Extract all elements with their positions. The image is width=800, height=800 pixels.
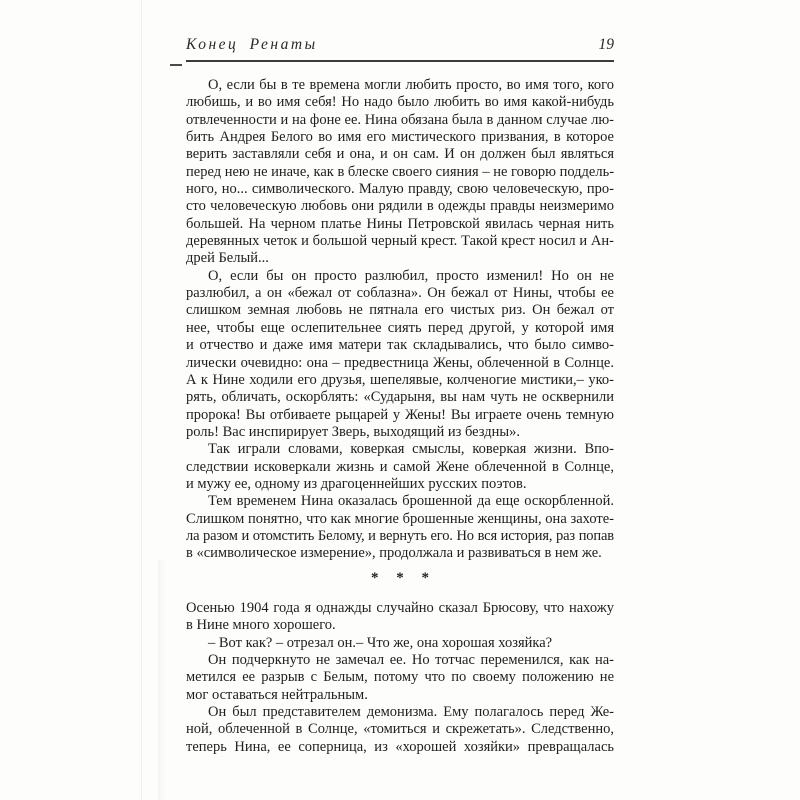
text-line: метился ее разрыв с Белым, потому что по своему положению не: [186, 669, 614, 686]
text-line: в Нине много хорошего.: [186, 617, 336, 634]
page-header: [186, 36, 614, 62]
section-break-asterisks: * * *: [371, 569, 429, 586]
text-line: ла разом и отомстить Белому, и вернуть его. Но вся история, раз попав: [186, 527, 614, 544]
text-line: и мужу ее, одному из драгоценнейших русских поэтов.: [186, 475, 527, 492]
text-line: А к Нине ходили его друзья, шепелявые, колченогие мистики,– уко-: [186, 371, 614, 388]
paragraph: [186, 441, 614, 493]
paragraph: [186, 600, 614, 635]
paragraph: [186, 77, 614, 268]
text-line: разлюбил, а он «бежал от соблазна». Он бежал от Нины, чтобы ее: [186, 285, 614, 302]
text-line: любишь, и во имя себя! Но надо было любить во имя какой-нибудь: [186, 94, 614, 111]
text-line: нее, чтобы еще ослепительнее сиять перед другой, у которой имя: [186, 319, 614, 336]
text-line: О, если бы он просто разлюбил, просто изменил! Но он не: [208, 267, 614, 284]
scan-gutter-line: [141, 0, 142, 800]
text-line: ного, но... символического. Малую правду, свою человеческую, про-: [186, 181, 614, 198]
text-line: и отчество и даже имя матери так складывались, что было симво-: [186, 337, 614, 354]
text-line: пророка! Вы отбиваете рыцарей у Жены! Вы играете очень темную: [186, 406, 614, 423]
scan-edge-shade: [158, 560, 166, 800]
text-line: мог оставаться нейтральным.: [186, 686, 368, 703]
text-line: – Вот как? – отрезал он.– Что же, она хорошая хозяйка?: [208, 634, 553, 651]
text-line: большей. На черном платье Нины Петровской явилась черная нить: [186, 215, 614, 232]
running-header-title: Конец Ренаты: [186, 36, 318, 53]
text-line: следствии исковеркали жизнь и самой Жене облеченной в Солнце,: [186, 458, 614, 475]
text-line: Он подчеркнуто не замечал ее. Но тотчас переменился, как на-: [208, 652, 614, 668]
text-line: перед нею не иначе, как в блеске своего сияния – не говорю поддель-: [186, 163, 614, 180]
paragraph: [186, 268, 614, 441]
text-line: лически очевидно: она – предвестница Жены, облеченной в Солнце.: [186, 354, 614, 371]
text-line: слишком земная любовь не пятнала его чистых риз. Он бежал от: [186, 302, 614, 319]
text-line: Осенью 1904 года я однажды случайно сказал Брюсову, что нахожу: [186, 599, 614, 616]
text-line: дрей Белый...: [186, 250, 269, 267]
text-line: Он был представителем демонизма. Ему полагалось перед Же-: [208, 704, 614, 721]
text-line: верить заставляли себя и она, и он сам. И он должен был являться: [186, 146, 614, 163]
text-line: рять, обличать, оскорблять: «Сударыня, вы нам чуть не осквернили: [186, 389, 614, 406]
text-line: бить Андрея Белого во имя его мистического призвания, в которое: [186, 129, 614, 146]
paragraph: [186, 652, 614, 704]
text-line: отвлеченности и на фоне ее. Нина обязана была в данном случае лю-: [186, 111, 614, 128]
text-line: Тем временем Нина оказалась брошенной да еще оскорбленной.: [208, 493, 614, 510]
header-rule-artifact: [170, 64, 182, 66]
paragraph: [186, 493, 614, 562]
text-line: в «символическое измерение», продолжала и развиваться в нем же.: [186, 545, 602, 562]
page-number: 19: [598, 36, 614, 53]
text-line: Так играли словами, коверкая смыслы, коверкая жизни. Впо-: [208, 441, 614, 458]
text-line: О, если бы в те времена могли любить просто, во имя того, кого: [208, 77, 614, 93]
text-line: сто человеческую любовь они рядили в одежды правды неизмеримо: [186, 198, 614, 215]
text-line: Слишком понятно, что как многие брошенные женщины, она захоте-: [186, 510, 614, 527]
text-line: теперь Нина, ее соперница, из «хорошей хозяйки» превращалась: [186, 738, 614, 755]
paragraph: [186, 635, 614, 652]
text-line: деревянных четок и большой черный крест. Такой крест носил и Ан-: [186, 233, 614, 250]
paragraph: [186, 704, 614, 756]
text-line: ной, облеченной в Солнце, «томиться и скрежетать». Следственно,: [186, 721, 614, 738]
text-line: роль! Вас инспирирует Зверь, выходящий из бездны».: [186, 423, 520, 440]
text-block: [186, 70, 614, 756]
